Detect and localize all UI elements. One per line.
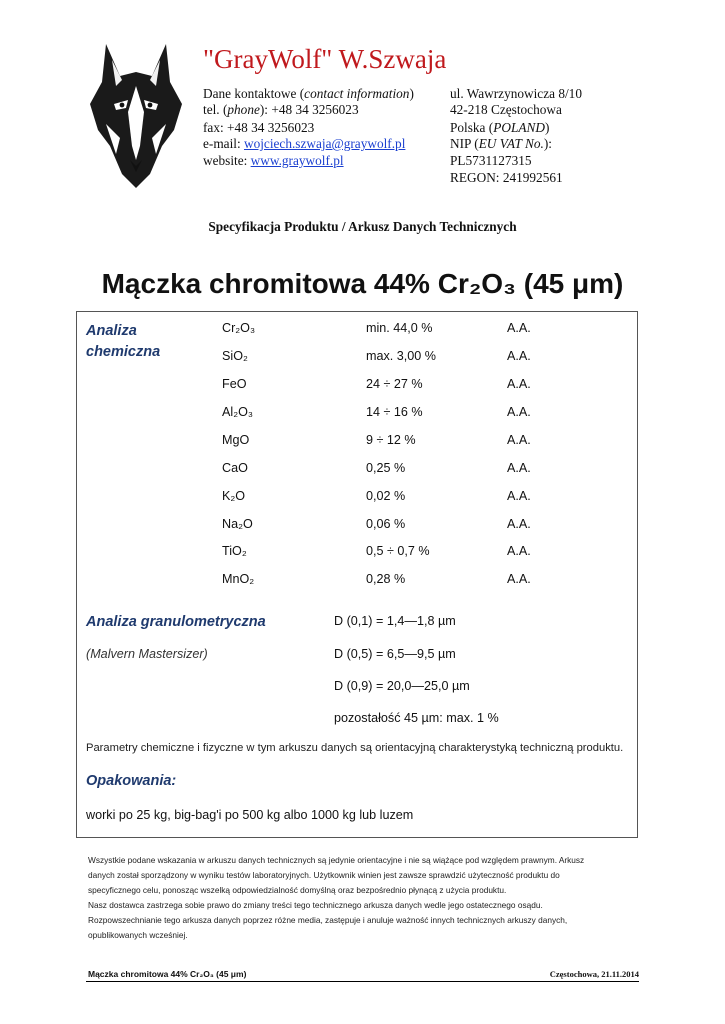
- value-cell: max. 3,00 %: [366, 349, 436, 363]
- compound-cell: K₂O: [222, 489, 246, 503]
- disclaimer-line: Wszystkie podane wskazania w arkuszu danych technicznych są jedynie orientacyjne i nie są wiążące pod względem prawnym. Arkusz: [88, 855, 585, 865]
- packaging-label: Opakowania:: [86, 773, 177, 789]
- value-cell: 24 ÷ 27 %: [366, 377, 423, 391]
- contact-website: website: www.graywolf.pl: [203, 153, 344, 168]
- chemical-label-line2: chemiczna: [86, 344, 161, 360]
- email-link[interactable]: wojciech.szwaja@graywolf.pl: [243, 136, 406, 151]
- method-cell: A.A.: [507, 572, 531, 586]
- particle-size-row: D (0,1) = 1,4—1,8 µm: [334, 614, 456, 628]
- spec-box: [76, 311, 638, 838]
- contact-email: e-mail: wojciech.szwaja@graywolf.pl: [203, 136, 406, 151]
- company-name: "GrayWolf" W.Szwaja: [203, 44, 447, 74]
- method-cell: A.A.: [507, 433, 531, 447]
- particle-size-row: D (0,5) = 6,5—9,5 µm: [334, 647, 456, 661]
- disclaimer-line: opublikowanych wcześniej.: [88, 930, 188, 940]
- value-cell: 14 ÷ 16 %: [366, 405, 423, 419]
- disclaimer-line: Nasz dostawca zastrzega sobie prawo do zmiany treści tego technicznego arkusza danych wedle jego ostatecznego osądu.: [88, 900, 543, 910]
- instrument-note: (Malvern Mastersizer): [86, 647, 208, 661]
- method-cell: A.A.: [507, 377, 531, 391]
- address-country: Polska (POLAND): [450, 120, 550, 135]
- compound-cell: Al₂O₃: [222, 405, 254, 419]
- packaging-text: worki po 25 kg, big-bag'i po 500 kg albo 1000 kg lub luzem: [86, 808, 414, 822]
- compound-cell: MgO: [222, 433, 250, 447]
- method-cell: A.A.: [507, 489, 531, 503]
- compound-cell: Cr₂O₃: [222, 321, 256, 335]
- contact-label: Dane kontaktowe (contact information): [203, 86, 414, 101]
- disclaimer-line: Rozpowszechnianie tego arkusza danych poprzez różne media, zastępuje i anuluje ważność innych technicznych arkuszy danych,: [88, 915, 568, 925]
- address-city: 42-218 Częstochowa: [450, 102, 562, 117]
- method-cell: A.A.: [507, 405, 531, 419]
- footer-product-name: Mączka chromitowa 44% Cr₂O₃ (45 μm): [88, 969, 247, 979]
- value-cell: 0,06 %: [366, 517, 406, 531]
- contact-phone: tel. (phone): +48 34 3256023: [203, 102, 359, 117]
- disclaimer-line: danych został sporządzony w wyniku testów laboratoryjnych. Użytkownik winien jest zawsze sprawdzić użyteczność produktu do: [88, 870, 560, 880]
- address-street: ul. Wawrzynowicza 8/10: [450, 86, 582, 101]
- method-cell: A.A.: [507, 517, 531, 531]
- value-cell: 0,28 %: [366, 572, 406, 586]
- nip-number: PL5731127315: [450, 153, 532, 168]
- value-cell: 0,5 ÷ 0,7 %: [366, 544, 430, 558]
- product-title: Mączka chromitowa 44% Cr₂O₃ (45 μm): [101, 268, 624, 299]
- website-link[interactable]: www.graywolf.pl: [250, 153, 344, 168]
- granulometry-label: Analiza granulometryczna: [86, 614, 266, 630]
- method-cell: A.A.: [507, 349, 531, 363]
- nip-label: NIP (EU VAT No.):: [450, 136, 552, 151]
- spec-heading: Specyfikacja Produktu / Arkusz Danych Technicznych: [208, 219, 517, 234]
- value-cell: 9 ÷ 12 %: [366, 433, 416, 447]
- compound-cell: CaO: [222, 461, 248, 475]
- method-cell: A.A.: [507, 461, 531, 475]
- parameters-note: Parametry chemiczne i fizyczne w tym arkuszu danych są orientacyjną charakterystyką techniczną produktu.: [86, 742, 624, 754]
- value-cell: 0,25 %: [366, 461, 406, 475]
- disclaimer: [88, 853, 628, 943]
- chemical-analysis-label: [86, 321, 160, 363]
- compound-cell: TiO₂: [222, 544, 247, 558]
- footer-divider: [86, 981, 639, 982]
- disclaimer-line: specyficznego celu, ponosząc wszelką odpowiedzialność domyślną oraz bezpośrednio płynącą z użycia produktu.: [88, 885, 507, 895]
- compound-cell: SiO₂: [222, 349, 248, 363]
- compound-cell: MnO₂: [222, 572, 255, 586]
- contact-fax: fax: +48 34 3256023: [203, 120, 315, 135]
- method-cell: A.A.: [507, 321, 531, 335]
- compound-cell: FeO: [222, 377, 247, 391]
- regon-number: REGON: 241992561: [450, 170, 563, 185]
- particle-size-row: D (0,9) = 20,0—25,0 µm: [334, 679, 470, 693]
- compound-cell: Na₂O: [222, 517, 253, 531]
- footer-place-date: Częstochowa, 21.11.2014: [549, 969, 639, 979]
- particle-size-row: pozostałość 45 µm: max. 1 %: [334, 711, 499, 725]
- graywolf-logo: [86, 42, 188, 192]
- method-cell: A.A.: [507, 544, 531, 558]
- value-cell: min. 44,0 %: [366, 321, 433, 335]
- chemical-label-line1: Analiza: [86, 323, 137, 339]
- value-cell: 0,02 %: [366, 489, 406, 503]
